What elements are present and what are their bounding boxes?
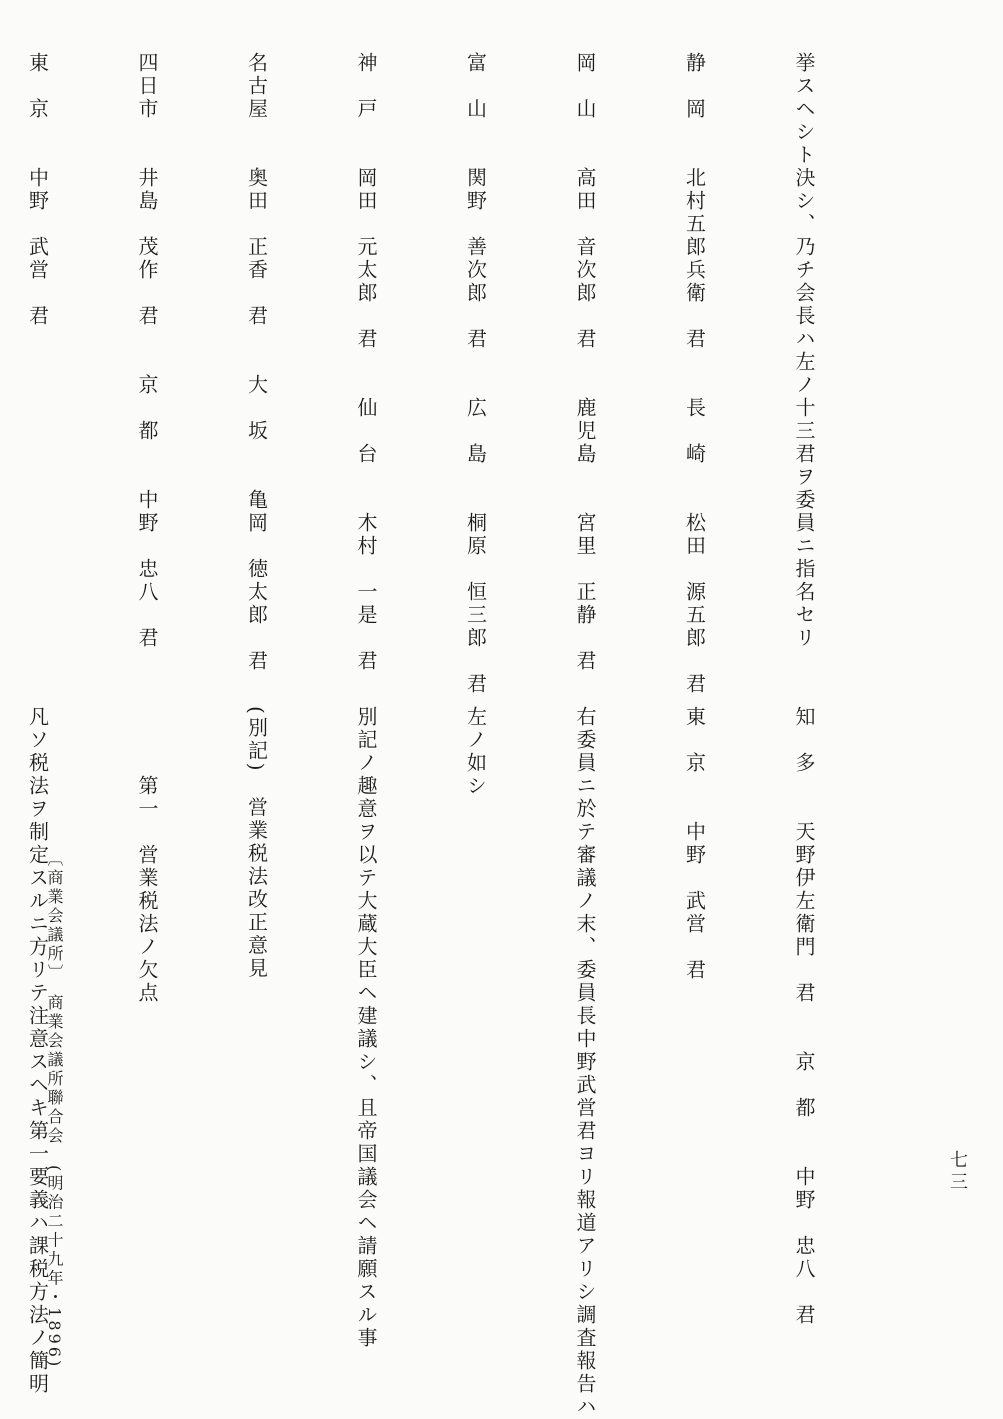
section-heading: 第一 営業税法ノ欠点 (135, 706, 159, 1005)
delegate-row: 知 多 天野伊左衛門 君 京 都 中野 忠八 君 (792, 706, 816, 1327)
delegate-row: 静 岡 北村五郎兵衛 君 長 崎 松田 源五郎 君 (682, 52, 707, 696)
bottom-text-block (0, 706, 895, 1419)
text-column: 別記ノ趣意ヲ以テ大蔵大臣ヘ建議シ、且帝国議会ヘ請願スル事 (354, 706, 378, 1350)
appendix-heading: (別記) 営業税法改正意見 (244, 706, 269, 981)
text-column: 左ノ如シ (463, 706, 488, 798)
page-number: 七三 (947, 1150, 968, 1194)
delegate-row: 岡 山 高田 音次郎 君 鹿児島 宮里 正静 君 (573, 52, 597, 673)
delegate-row: 神 戸 岡田 元太郎 君 仙 台 木村 一是 君 (354, 52, 378, 673)
delegate-row: 名古屋 奥田 正香 君 大 坂 亀岡 徳太郎 君 (244, 52, 269, 673)
text-column: 右委員ニ於テ審議ノ末、委員長中野武営君ヨリ報道アリシ調査報告ハ (573, 706, 597, 1419)
delegate-row: 富 山 関野 善次郎 君 広 島 桐原 恒三郎 君 (463, 52, 488, 696)
text-column: 凡ソ税法ヲ制定スルニ方リテ注意スヘキ第一要義ハ課税方法ノ簡明 (25, 706, 50, 1396)
delegate-row: 四日市 井島 茂作 君 京 都 中野 忠八 君 (135, 52, 159, 650)
delegate-row: 東 京 中野 武営 君 (25, 52, 50, 328)
running-footer: 〔商業会議所〕 商業会議所聯合会 (明治二十九年・1896) (45, 850, 64, 1370)
text-column: 挙スヘシト決シ、乃チ会長ハ左ノ十三君ヲ委員ニ指名セリ (792, 52, 816, 650)
delegate-row: 東 京 中野 武営 君 (682, 706, 707, 982)
top-text-block (0, 52, 895, 696)
